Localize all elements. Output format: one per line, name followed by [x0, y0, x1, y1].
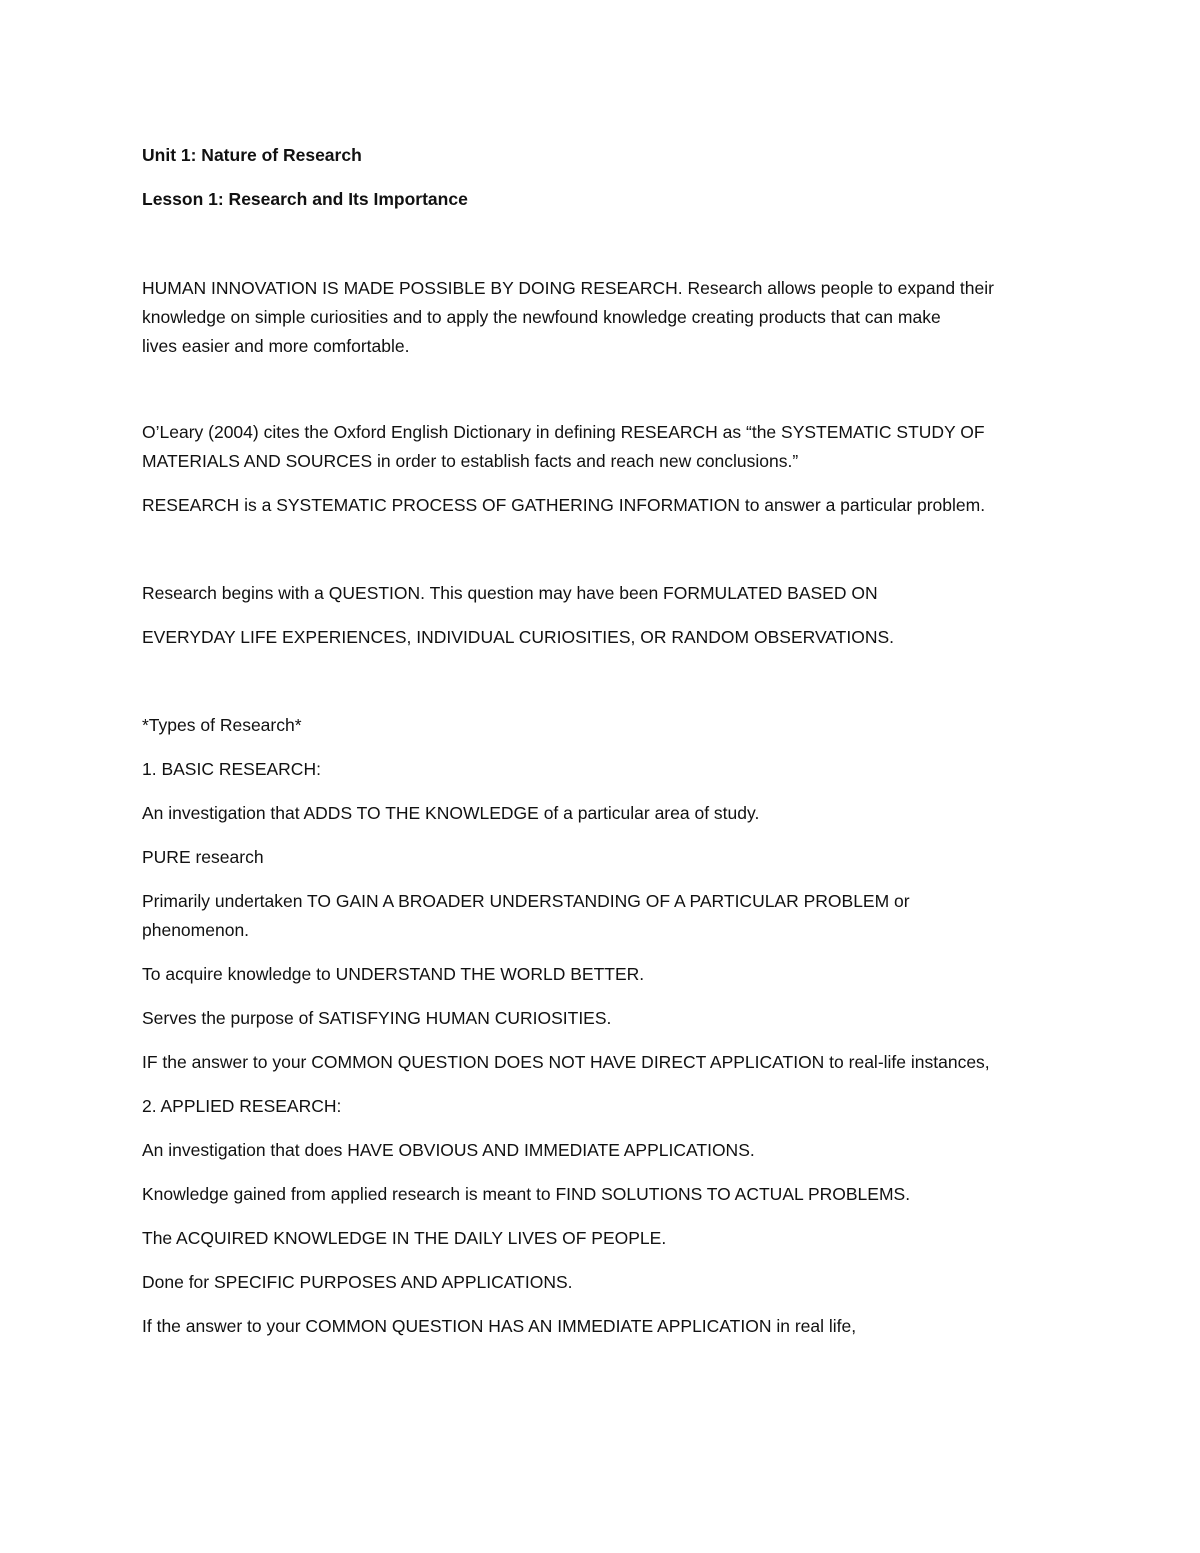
- definition-line-1: O’Leary (2004) cites the Oxford English Dictionary in defining RESEARCH as “the SYSTEMATIC STUDY OF: [142, 422, 985, 442]
- question-begin: Research begins with a QUESTION. This question may have been FORMULATED BASED ON: [142, 583, 878, 603]
- basic-research-purpose-line-2: phenomenon.: [142, 920, 250, 940]
- lesson-title: Lesson 1: Research and Its Importance: [142, 189, 468, 209]
- basic-research-heading: 1. BASIC RESEARCH:: [142, 759, 321, 779]
- types-heading: *Types of Research*: [142, 715, 302, 735]
- applied-research-heading: 2. APPLIED RESEARCH:: [142, 1096, 342, 1116]
- applied-research-knowledge: Knowledge gained from applied research is meant to FIND SOLUTIONS TO ACTUAL PROBLEMS.: [142, 1184, 911, 1204]
- question-sources: EVERYDAY LIFE EXPERIENCES, INDIVIDUAL CURIOSITIES, OR RANDOM OBSERVATIONS.: [142, 627, 895, 647]
- definition-line-2: MATERIALS AND SOURCES in order to establish facts and reach new conclusions.”: [142, 451, 799, 471]
- applied-research-done-for: Done for SPECIFIC PURPOSES AND APPLICATIONS.: [142, 1272, 573, 1292]
- basic-research-serves: Serves the purpose of SATISFYING HUMAN CURIOSITIES.: [142, 1008, 612, 1028]
- intro-line-1: HUMAN INNOVATION IS MADE POSSIBLE BY DOING RESEARCH. Research allows people to expand their: [142, 278, 994, 298]
- intro-line-2: knowledge on simple curiosities and to apply the newfound knowledge creating products that can make: [142, 307, 941, 327]
- applied-research-condition: If the answer to your COMMON QUESTION HAS AN IMMEDIATE APPLICATION in real life,: [142, 1316, 857, 1336]
- basic-research-definition: An investigation that ADDS TO THE KNOWLEDGE of a particular area of study.: [142, 803, 760, 823]
- applied-research-definition: An investigation that does HAVE OBVIOUS AND IMMEDIATE APPLICATIONS.: [142, 1140, 755, 1160]
- research-process: RESEARCH is a SYSTEMATIC PROCESS OF GATHERING INFORMATION to answer a particular problem.: [142, 495, 986, 515]
- unit-title: Unit 1: Nature of Research: [142, 145, 362, 165]
- basic-research-alias: PURE research: [142, 847, 264, 867]
- intro-line-3: lives easier and more comfortable.: [142, 336, 410, 356]
- basic-research-goal: To acquire knowledge to UNDERSTAND THE WORLD BETTER.: [142, 964, 645, 984]
- basic-research-condition: IF the answer to your COMMON QUESTION DOES NOT HAVE DIRECT APPLICATION to real-life instances,: [142, 1052, 990, 1072]
- applied-research-acquired: The ACQUIRED KNOWLEDGE IN THE DAILY LIVES OF PEOPLE.: [142, 1228, 667, 1248]
- basic-research-purpose-line-1: Primarily undertaken TO GAIN A BROADER UNDERSTANDING OF A PARTICULAR PROBLEM or: [142, 891, 910, 911]
